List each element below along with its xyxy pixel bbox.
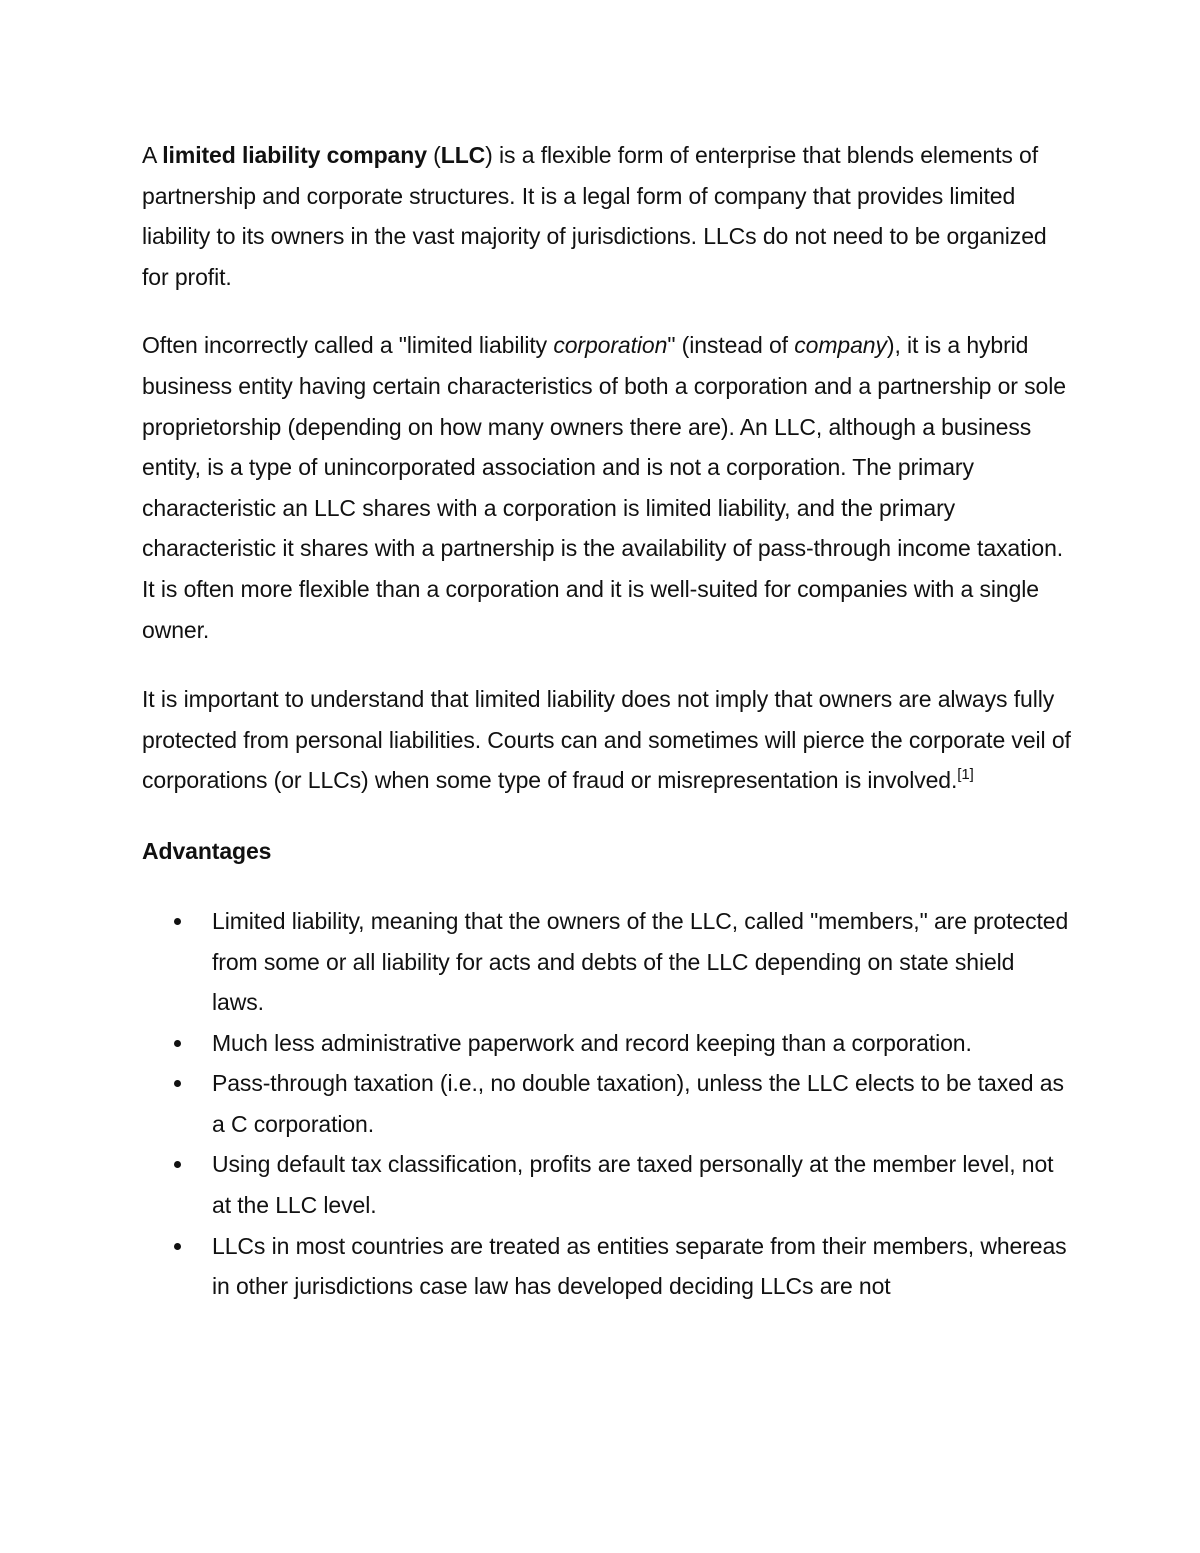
bullet-icon [174,1243,181,1250]
list-item-text: Much less administrative paperwork and record keeping than a corporation. [212,1029,972,1056]
list-item-text: Pass-through taxation (i.e., no double taxation), unless the LLC elects to be taxed as a C corporation. [212,1070,1064,1137]
liability-text: It is important to understand that limited liability does not imply that owners are always fully protected from personal liabilities. Courts can and sometimes will pierce the corporate veil of corporations (or LLCs) when some type of fraud or misrepresentation is involved. [142,686,1071,794]
list-item [142,1063,1072,1144]
list-item [142,1144,1072,1225]
intro-text-3: ) is a flexible form of enterprise that blends elements of partnership and corporate structures. It is a legal form of company that provides limited liability to its owners in the vast majority of jurisdictions. LLCs do not need to be organized for profit. [142,142,1047,290]
bullet-icon [174,1040,181,1047]
hybrid-paragraph [142,325,1072,650]
hybrid-emphasis-company: company [794,332,887,359]
list-item-text: Using default tax classification, profits are taxed personally at the member level, not at the LLC level. [212,1151,1054,1219]
hybrid-emphasis-corporation: corporation [553,332,668,359]
list-item [142,1023,1072,1064]
bullet-icon [174,1161,181,1168]
intro-text-2: ( [426,142,441,168]
hybrid-text-1: Often incorrectly called a "limited liability [142,332,554,359]
citation-reference: [1] [957,766,974,784]
document-page [142,135,1072,1307]
advantages-heading: Advantages [142,837,272,864]
intro-text-1: A [142,142,163,168]
advantages-list [142,901,1072,1307]
bullet-icon [174,918,181,925]
list-item-text: Limited liability, meaning that the owners of the LLC, called "members," are protected from some or all liability for acts and debts of the LLC depending on state shield laws. [212,907,1069,1016]
bullet-icon [174,1080,181,1087]
hybrid-text-2: " (instead of [667,332,795,359]
hybrid-text-3: ), it is a hybrid business entity having certain characteristics of both a corporation and a partnership or sole proprietorship (depending on how many owners there are). An LLC, although a business entity, is a type of unincorporated association and is not a corporation. The primary characteristic an LLC shares with a corporation is limited liability, and the primary characteristic it shares with a partnership is the availability of pass-through income taxation. It is often more flexible than a corporation and it is well-suited for companies with a single owner. [142,332,1066,643]
liability-paragraph [142,679,1072,801]
list-item [142,1226,1072,1307]
list-item [142,901,1072,1023]
list-item-text: LLCs in most countries are treated as entities separate from their members, whereas in other jurisdictions case law has developed deciding LLCs are not [212,1232,1067,1300]
intro-term: limited liability company [162,142,427,168]
intro-abbreviation: LLC [440,142,486,168]
intro-paragraph [142,135,1072,297]
